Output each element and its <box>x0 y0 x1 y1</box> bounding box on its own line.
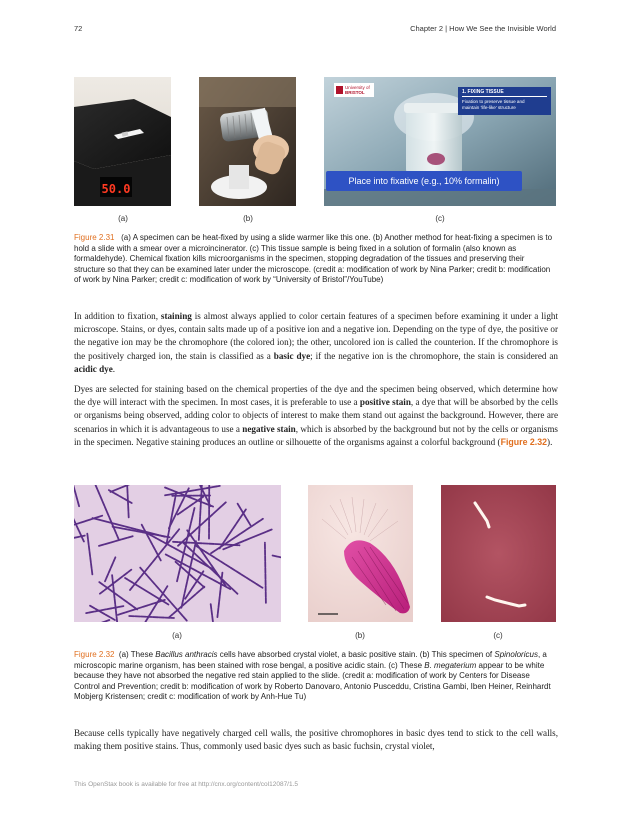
text-run: , which is absorbed by the background but not by the cells or organisms in the specimen. Negative staining produces an outline or silhouette of the organisms against a colorful background ( <box>74 423 558 447</box>
banner-line-2: maintain 'life-like' structure <box>462 105 516 110</box>
text-run: Because cells typically have negatively charged cell walls, the positive chromophores in basic dyes tend to stick to the cell walls, making them positive stains. Thus, commonly used basic dyes such as basic fuchsin, crystal violet, <box>74 728 558 752</box>
figure-2-32-label-c: (c) <box>493 631 503 640</box>
page-footer: This OpenStax book is available for free at http://cnx.org/content/col12087/1.5 <box>74 781 299 788</box>
figure-2-31-caption-text: (a) A specimen can be heat-fixed by using a slide warmer like this one. (b) Another method for heat-fixing a specimen is to hold a slide with a smear over a microincinerator. (c) This tissue sample is being fixed in a solution of formalin (also known as formaldehyde). Chemical fixation kills microorganisms in the specimen, stopping degradation of the tissues and preserving their structure so that they can be examined later under the microscope. (credit a: modification of work by Nina Parker; credit b: modification of work by Nina Parker; credit c: modification of work by “University of Bristol”/YouTube) <box>74 233 553 285</box>
figure-2-32b-spinoloricus-micrograph <box>308 485 413 622</box>
page-number: 72 <box>74 24 83 33</box>
text-run: Dyes are selected for staining based on the chemical properties of the dye and the specimen being observed, which determine how the dye will interact with the specimen. In most cases, it is preferable to use a <box>74 384 558 408</box>
video-subtitle <box>326 171 522 191</box>
subtitle-text: Place into fixative (e.g., 10% formalin) <box>348 176 500 186</box>
video-title-banner <box>458 87 551 115</box>
figure-2-31-label-c: (c) <box>435 214 445 223</box>
text-run: , a microscopic marine organism, has been stained with rose bengal, a positive acidic stain. (c) These <box>74 650 547 670</box>
term-positive-stain: positive stain <box>359 397 411 408</box>
logo-text-line-1: University of <box>345 85 370 90</box>
term-basic-dye: basic dye <box>273 350 311 361</box>
figure-2-31c-fixing-tissue-still <box>324 77 556 206</box>
term-negative-stain: negative stain <box>242 423 296 434</box>
taxon-bacillus-anthracis: Bacillus anthracis <box>155 650 218 659</box>
banner-title: 1. FIXING TISSUE <box>462 89 547 97</box>
logo-text-line-2: BRISTOL <box>345 90 365 95</box>
university-logo <box>334 83 374 97</box>
figure-2-32-link[interactable]: Figure 2.32 <box>500 436 548 447</box>
banner-line-1: Fixation to preserve tissue and <box>462 99 525 104</box>
body-paragraph-dyes <box>74 383 558 449</box>
text-run: appear to be white because they have not absorbed the negative red stain applied to the slide. (credit a: modification of work by Centers for Disease Control and Prevention; credit b: modification of work by Roberto Danovaro, Antonio Pusceddu, Cristina Gambi, Iben Heiner, Reinhardt Mobjerg Kristensen; credit c: modification of work by Anh-Hue Tu) <box>74 660 551 702</box>
text-run: ). <box>547 436 553 447</box>
text-run: In addition to fixation, <box>74 311 161 321</box>
text-run: cells have absorbed crystal violet, a basic positive stain. (b) This specimen of <box>217 650 495 659</box>
figure-2-31b-microincinerator-photo <box>199 77 296 206</box>
term-staining: staining <box>160 311 192 321</box>
body-paragraph-staining <box>74 310 558 376</box>
university-crest-icon <box>336 86 343 94</box>
figure-2-31a-slide-warmer-photo <box>74 77 171 206</box>
bacillus-chain <box>265 543 266 603</box>
text-run: ; if the negative ion is the chromophore, the stain is considered an <box>310 350 558 361</box>
taxon-b-megaterium: B. megaterium <box>424 660 477 670</box>
chapter-title: Chapter 2 | How We See the Invisible World <box>410 24 556 33</box>
figure-2-31-number: Figure 2.31 <box>74 233 115 242</box>
text-run: (a) These <box>118 650 156 659</box>
text-run: , a dye that will be absorbed by the cells or organisms being observed, adding color to objects of interest to make them stand out against the background. However, there are scenarios in which it is advantageous to use a <box>74 397 558 434</box>
figure-2-32c-megaterium-micrograph <box>441 485 556 622</box>
figure-2-32a-bacillus-anthracis-micrograph <box>74 485 281 622</box>
text-run: . <box>112 363 116 374</box>
figure-2-32-number: Figure 2.32 <box>74 650 115 659</box>
figure-2-31-label-b: (b) <box>243 214 253 223</box>
figure-2-32-label-a: (a) <box>172 631 182 640</box>
text-run: is almost always applied to color certain features of a specimen before examining it under a light microscope. Stains, or dyes, contain salts made up of a positive ion and a negative ion. Depending on the type of dye, the positive or the negative ion may be the chromophore (the colored ion); the other, uncolored ion is called the counterion. If the chromophore is the positively charged ion, the stain is classified as a <box>74 311 558 361</box>
body-paragraph-basic-dyes <box>74 727 558 753</box>
figure-2-31-label-a: (a) <box>118 214 128 223</box>
page-header <box>74 24 556 36</box>
figure-2-31-caption <box>74 233 556 286</box>
taxon-spinoloricus: Spinoloricus <box>494 650 538 659</box>
figure-2-32-label-b: (b) <box>355 631 365 640</box>
temperature-readout: 50.0 <box>101 182 131 196</box>
figure-2-32-caption <box>74 650 556 703</box>
term-acidic-dye: acidic dye <box>74 363 113 374</box>
